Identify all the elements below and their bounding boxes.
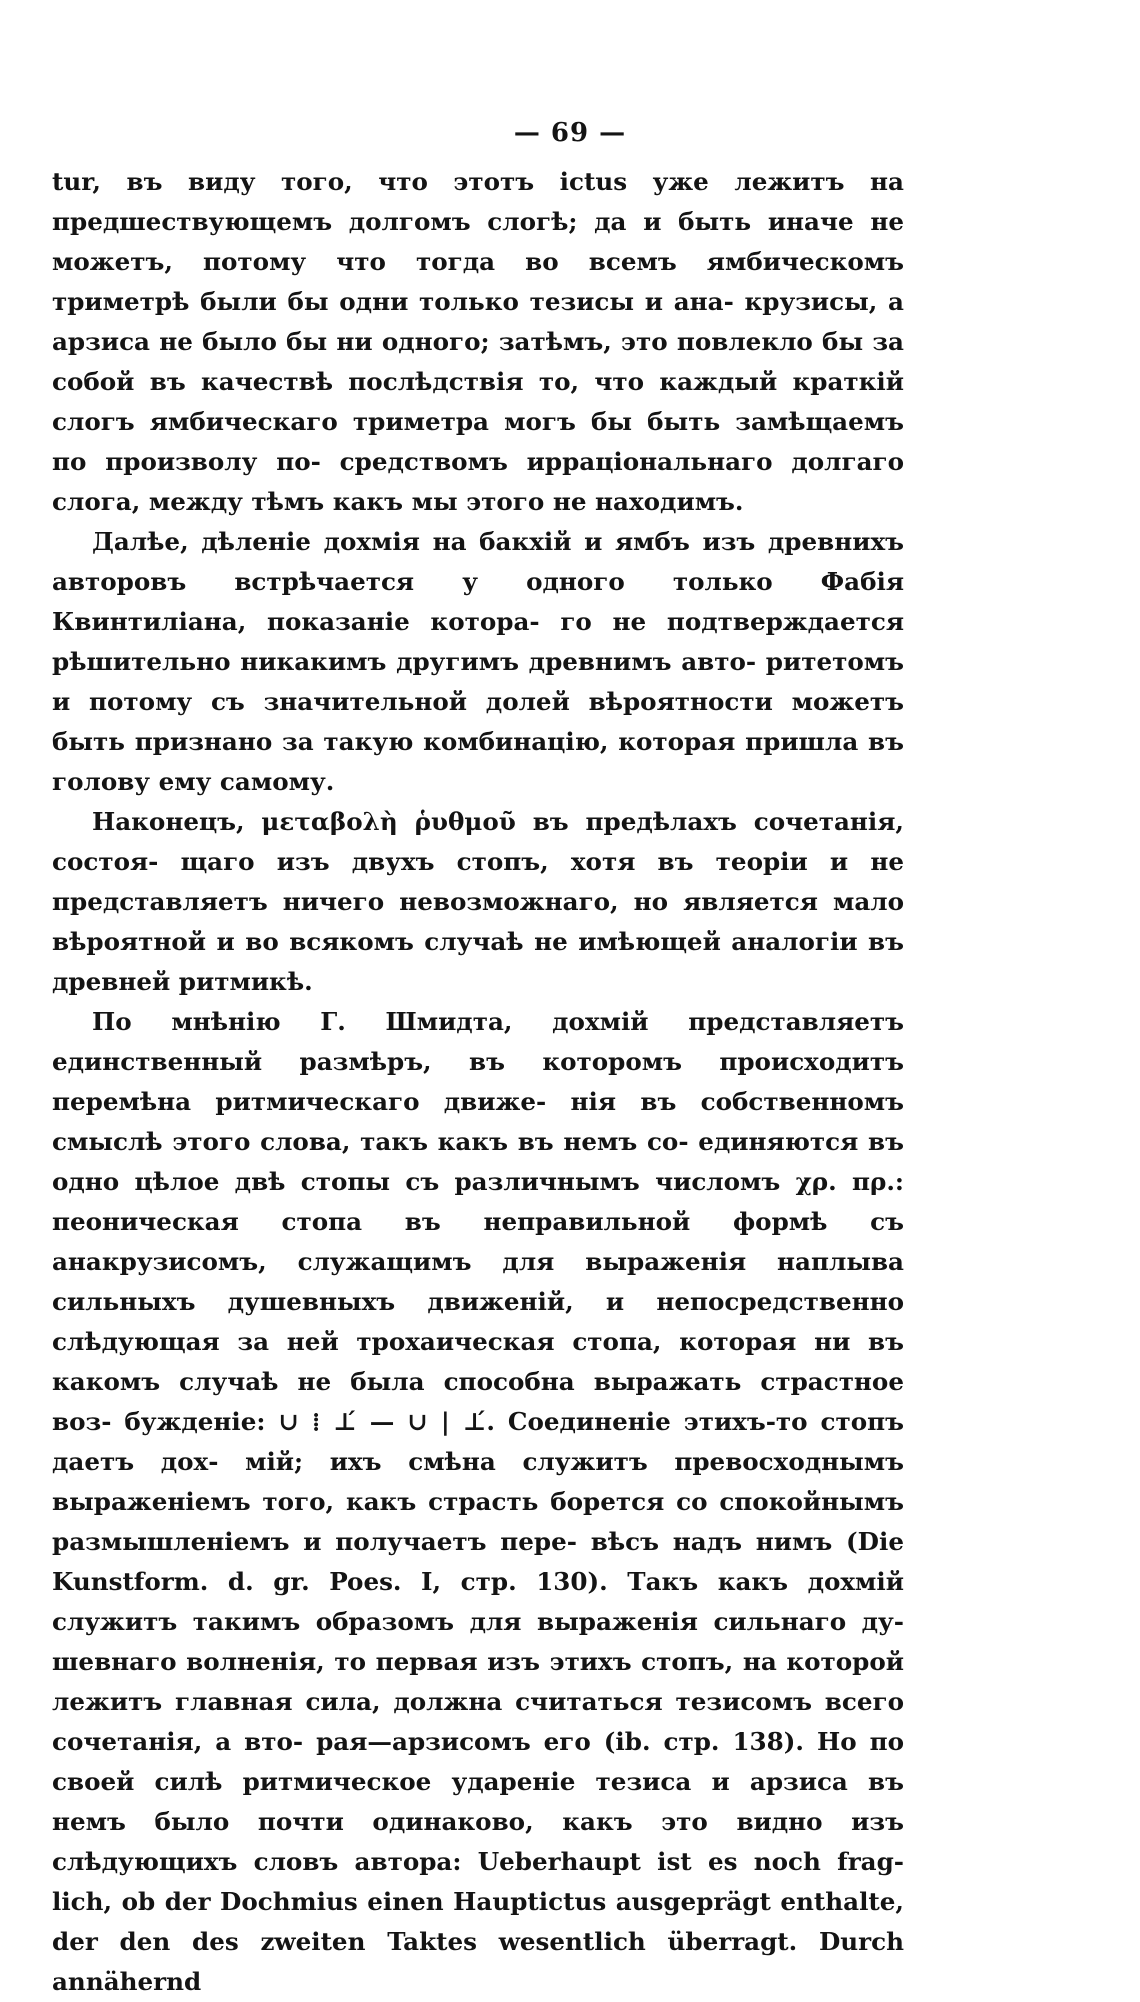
- text-line: ни въ какомъ случаѣ не была способна выражать страстное воз-: [52, 1327, 905, 1436]
- text-line: мій; ихъ смѣна служитъ превосходнымъ выраженіемъ того, какъ: [52, 1447, 905, 1516]
- text-line: видно изъ слѣдующихъ словъ автора: Ueberhaupt ist es noch frag-: [52, 1807, 904, 1876]
- text-line: за собой въ качествѣ послѣдствія то, что каждый краткій слогъ: [52, 327, 904, 436]
- text-line: единяются въ одно цѣлое двѣ стопы съ различнымъ числомъ χρ.: [52, 1127, 904, 1196]
- text-line: признано за такую комбинацію, которая пришла въ голову ему самому.: [52, 727, 904, 796]
- text-line: рая—арзисомъ его (ib. стр. 138). Но по своей силѣ ритмическое: [52, 1727, 904, 1796]
- text-line: го не подтверждается рѣшительно никакимъ другимъ древнимъ авто-: [52, 607, 905, 676]
- text-line: lich, ob der Dochmius einen Hauptictus ausgeprägt enthalte, der: [52, 1887, 904, 1956]
- page-number: — 69 —: [513, 118, 627, 148]
- text-line: бужденіе: ∪ ⁞ ⊥́ — ∪ | ⊥́. Соединеніе этихъ-то стопъ даетъ дох-: [52, 1407, 905, 1476]
- text-line: крузисы, а арзиса не было бы ни одного; затѣмъ, это повлекло бы: [52, 287, 904, 356]
- text-line: вѣсъ надъ нимъ (Die Kunstform. d. gr. Poes. I, стр. 130). Такъ: [52, 1527, 904, 1596]
- paragraph: [52, 802, 904, 1002]
- text-line: удареніе тезиса и арзиса въ немъ было почти одинаково, какъ это: [52, 1767, 905, 1836]
- paragraph: [52, 522, 904, 802]
- text-line: главная сила, должна считаться тезисомъ всего сочетанія, а вто-: [52, 1687, 904, 1756]
- text-line: встрѣчается у одного только Фабія Квинтиліана, показаніе котора-: [52, 567, 904, 636]
- text-line: Наконецъ, μεταβολὴ ῥυθμοῦ въ предѣлахъ сочетанія, состоя-: [52, 807, 904, 876]
- text-line: средствомъ ирраціональнаго долгаго слога, между тѣмъ какъ мы: [52, 447, 904, 516]
- text-line: долгомъ слогѣ; да и быть иначе не можетъ, потому что тогда во: [52, 207, 904, 276]
- text-line: какъ дохмій служитъ такимъ образомъ для выраженія сильнаго ду-: [52, 1567, 904, 1636]
- text-line: размѣръ, въ которомъ происходитъ перемѣна ритмическаго движе-: [52, 1047, 904, 1116]
- text-line: этого не находимъ.: [466, 487, 744, 516]
- text-line: ритетомъ и потому съ значительной долей вѣроятности можетъ быть: [52, 647, 904, 756]
- body-text: [52, 162, 904, 2002]
- text-line: невозможнаго, но является мало вѣроятной и во всякомъ случаѣ не: [52, 887, 904, 956]
- text-line: πρ.: пеоническая стопа въ неправильной формѣ съ анакрузисомъ,: [52, 1167, 904, 1276]
- text-line: По мнѣнію Г. Шмидта, дохмій представляетъ единственный: [52, 1007, 904, 1076]
- text-line: шевнаго волненія, то первая изъ этихъ стопъ, на которой лежитъ: [52, 1647, 904, 1716]
- text-line: Далѣе, дѣленіе дохмія на бакхій и ямбъ изъ древнихъ авторовъ: [52, 527, 904, 596]
- paragraph: [52, 1002, 904, 2002]
- text-line: щаго изъ двухъ стопъ, хотя въ теоріи и не представляетъ ничего: [52, 847, 905, 916]
- text-line: tur, въ виду того, что этотъ ictus уже лежитъ на предшествующемъ: [52, 167, 904, 236]
- text-line: den des zweiten Taktes wesentlich überragt. Durch annähernd: [52, 1927, 904, 1996]
- text-line: имѣющей аналогіи въ древней ритмикѣ.: [52, 927, 904, 996]
- text-line: всемъ ямбическомъ триметрѣ были бы одни только тезисы и ана-: [52, 247, 905, 316]
- text-line: служащимъ для выраженія наплыва сильныхъ душевныхъ движеній,: [52, 1247, 904, 1316]
- text-line: нія въ собственномъ смыслѣ этого слова, такъ какъ въ немъ со-: [52, 1087, 904, 1156]
- text-line: и непосредственно слѣдующая за ней трохаическая стопа, которая: [52, 1287, 904, 1356]
- paragraph: [52, 162, 904, 522]
- text-line: страсть борется со спокойнымъ размышленіемъ и получаетъ пере-: [52, 1487, 904, 1556]
- text-line: ямбическаго триметра могъ бы быть замѣщаемъ по произволу по-: [52, 407, 904, 476]
